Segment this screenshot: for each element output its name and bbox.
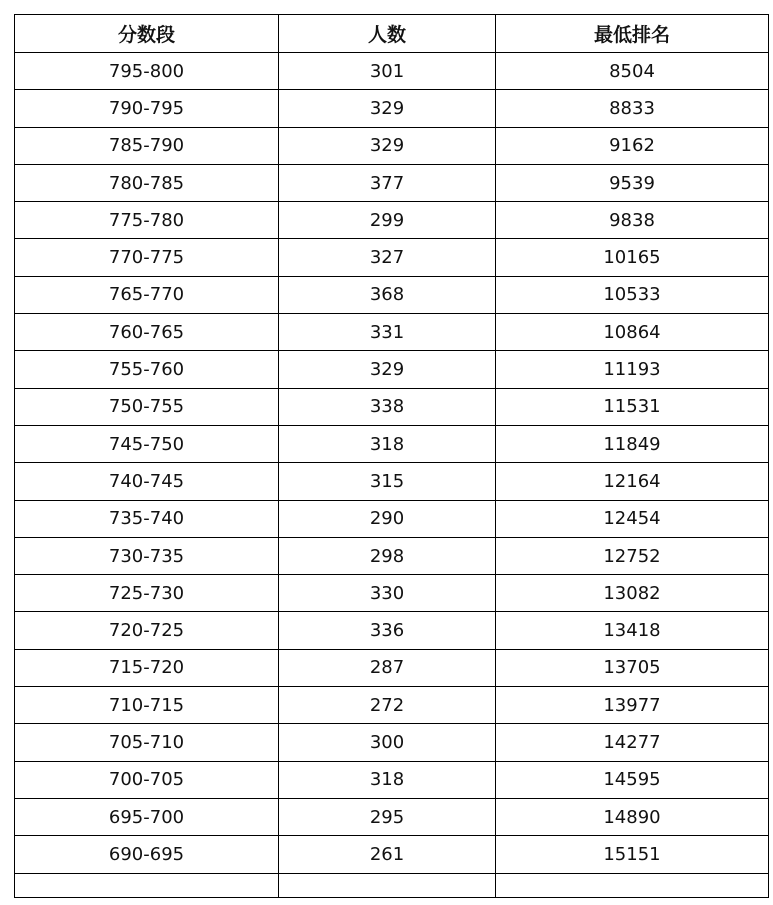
cell-count: 290 xyxy=(279,500,496,537)
cell-lowest-rank: 12454 xyxy=(496,500,769,537)
cell-lowest-rank: 10533 xyxy=(496,276,769,313)
cell-count: 295 xyxy=(279,798,496,835)
cell-lowest-rank: 13418 xyxy=(496,612,769,649)
cell-score-range: 780-785 xyxy=(15,164,279,201)
cell-count: 301 xyxy=(279,53,496,90)
cell-score-range: 790-795 xyxy=(15,90,279,127)
cell-count: 318 xyxy=(279,761,496,798)
cell-lowest-rank: 11193 xyxy=(496,351,769,388)
cell-count: 298 xyxy=(279,537,496,574)
cell-score-range: 775-780 xyxy=(15,202,279,239)
table-row xyxy=(15,798,769,835)
cell-lowest-rank: 13977 xyxy=(496,687,769,724)
cell-lowest-rank: 8833 xyxy=(496,90,769,127)
cell-count: 336 xyxy=(279,612,496,649)
cell-score-range: 750-755 xyxy=(15,388,279,425)
cell-score-range: 690-695 xyxy=(15,836,279,873)
cell-count: 331 xyxy=(279,314,496,351)
cell-lowest-rank: 10165 xyxy=(496,239,769,276)
cell-lowest-rank: 9539 xyxy=(496,164,769,201)
cell-lowest-rank: 9838 xyxy=(496,202,769,239)
header-lowest-rank: 最低排名 xyxy=(496,15,769,53)
cell-lowest-rank: 13705 xyxy=(496,649,769,686)
cell-lowest-rank: 11849 xyxy=(496,425,769,462)
cell-score-range: 725-730 xyxy=(15,575,279,612)
table-row xyxy=(15,388,769,425)
cell-lowest-rank: 12164 xyxy=(496,463,769,500)
cell-score-range: 765-770 xyxy=(15,276,279,313)
header-count: 人数 xyxy=(279,15,496,53)
cell-score-range: 760-765 xyxy=(15,314,279,351)
empty-cell xyxy=(279,873,496,897)
cell-count: 338 xyxy=(279,388,496,425)
cell-lowest-rank: 15151 xyxy=(496,836,769,873)
table-row xyxy=(15,90,769,127)
table-row xyxy=(15,463,769,500)
table-row xyxy=(15,351,769,388)
table-row xyxy=(15,239,769,276)
cell-score-range: 715-720 xyxy=(15,649,279,686)
cell-count: 300 xyxy=(279,724,496,761)
table-row xyxy=(15,202,769,239)
cell-lowest-rank: 10864 xyxy=(496,314,769,351)
table-row xyxy=(15,687,769,724)
cell-lowest-rank: 11531 xyxy=(496,388,769,425)
cell-count: 329 xyxy=(279,127,496,164)
cell-count: 327 xyxy=(279,239,496,276)
cell-score-range: 735-740 xyxy=(15,500,279,537)
cell-score-range: 745-750 xyxy=(15,425,279,462)
cell-lowest-rank: 12752 xyxy=(496,537,769,574)
table-row xyxy=(15,537,769,574)
cell-score-range: 740-745 xyxy=(15,463,279,500)
cell-score-range: 770-775 xyxy=(15,239,279,276)
cell-score-range: 795-800 xyxy=(15,53,279,90)
table-row xyxy=(15,575,769,612)
cell-lowest-rank: 8504 xyxy=(496,53,769,90)
table-row xyxy=(15,500,769,537)
cell-lowest-rank: 14595 xyxy=(496,761,769,798)
header-score-range: 分数段 xyxy=(15,15,279,53)
cell-score-range: 755-760 xyxy=(15,351,279,388)
cell-lowest-rank: 14890 xyxy=(496,798,769,835)
table-row xyxy=(15,164,769,201)
cell-score-range: 730-735 xyxy=(15,537,279,574)
table-row xyxy=(15,53,769,90)
table-row xyxy=(15,612,769,649)
table-row xyxy=(15,724,769,761)
cell-score-range: 710-715 xyxy=(15,687,279,724)
cell-count: 315 xyxy=(279,463,496,500)
cell-score-range: 695-700 xyxy=(15,798,279,835)
cell-count: 287 xyxy=(279,649,496,686)
table-row xyxy=(15,425,769,462)
cell-count: 299 xyxy=(279,202,496,239)
cell-count: 330 xyxy=(279,575,496,612)
cell-count: 329 xyxy=(279,90,496,127)
table-row xyxy=(15,314,769,351)
table-row xyxy=(15,836,769,873)
cell-score-range: 700-705 xyxy=(15,761,279,798)
empty-cell xyxy=(15,873,279,897)
cell-score-range: 705-710 xyxy=(15,724,279,761)
table-row xyxy=(15,276,769,313)
cell-count: 377 xyxy=(279,164,496,201)
table-header-row xyxy=(15,15,769,53)
cell-count: 368 xyxy=(279,276,496,313)
cell-lowest-rank: 9162 xyxy=(496,127,769,164)
table-row xyxy=(15,761,769,798)
score-distribution-table xyxy=(14,14,769,898)
cell-count: 329 xyxy=(279,351,496,388)
cell-score-range: 720-725 xyxy=(15,612,279,649)
cell-count: 261 xyxy=(279,836,496,873)
table-row-cut-off xyxy=(15,873,769,897)
empty-cell xyxy=(496,873,769,897)
cell-lowest-rank: 14277 xyxy=(496,724,769,761)
cell-count: 318 xyxy=(279,425,496,462)
table-row xyxy=(15,649,769,686)
cell-count: 272 xyxy=(279,687,496,724)
table-body xyxy=(15,53,769,898)
table-row xyxy=(15,127,769,164)
cell-lowest-rank: 13082 xyxy=(496,575,769,612)
cell-score-range: 785-790 xyxy=(15,127,279,164)
